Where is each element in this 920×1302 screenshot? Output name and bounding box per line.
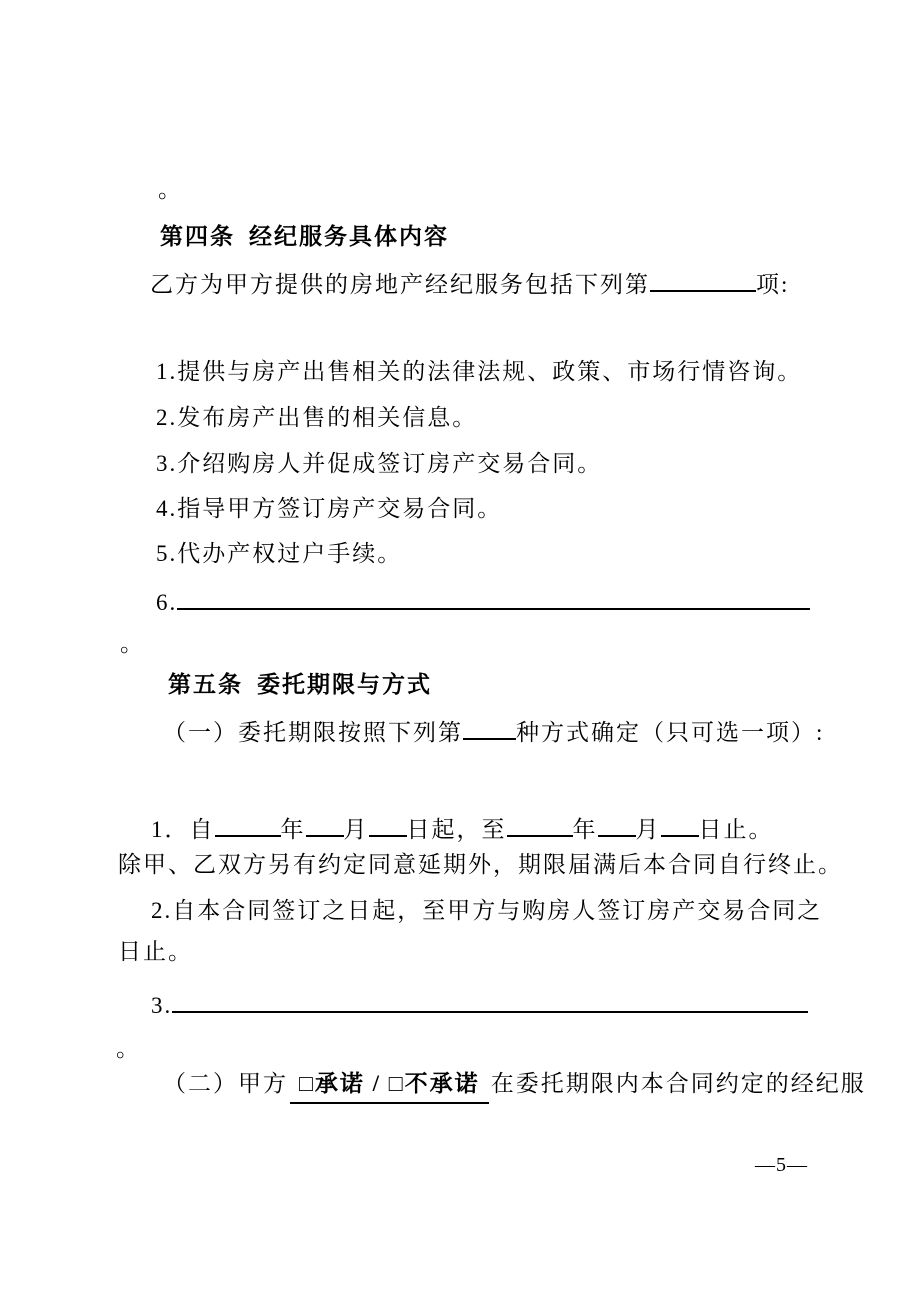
clause2-line [163,1068,866,1104]
end-year-blank [507,809,573,837]
article4-heading-num: 第四条 [160,224,235,249]
option3-number: 3. [151,993,173,1018]
option3-line [151,985,808,1022]
stray-period-bottom: 。 [116,1036,141,1061]
stray-period-top: 。 [158,177,183,202]
intro-text-after: 项: [756,272,790,297]
article4-heading-title: 经纪服务具体内容 [249,224,449,249]
start-month-blank [306,809,344,837]
option1-seg-year2: 年 [572,817,598,842]
clause1-blank-line [463,712,516,740]
clause1-line [163,712,824,749]
option1-seg-month1: 月 [343,817,369,842]
option1-seg-prefix: 1．自 [151,817,215,842]
end-month-blank [598,809,636,837]
article5-heading [168,669,432,701]
option1-seg-suffix: 日止。 [698,817,774,842]
option2-line2: 日止。 [118,939,193,964]
service-item-3: 3.介绍购房人并促成签订房产交易合同。 [156,451,603,476]
stray-period-mid: 。 [120,631,145,656]
article4-intro [150,264,789,301]
option2-line1: 2.自本合同签订之日起，至甲方与购房人签订房产交易合同之 [151,898,823,923]
start-year-blank [215,809,281,837]
option1-seg-mid: 日起，至 [406,817,507,842]
clause2-text-after: 在委托期限内本合同约定的经纪服 [490,1071,866,1096]
intro-blank-line [650,264,756,292]
promise-checkbox-choice: □承诺 / □不承诺 [290,1068,489,1104]
option1-wrap-line: 除甲、乙双方另有约定同意延期外，期限届满后本合同自行终止。 [118,852,843,877]
option1-date-line [151,809,774,846]
article4-heading [160,221,449,253]
option3-blank-line [172,985,808,1013]
service-item-5: 5.代办产权过户手续。 [156,541,403,566]
article5-heading-title: 委托期限与方式 [257,672,432,697]
option1-seg-month2: 月 [635,817,661,842]
clause1-text-before: （一）委托期限按照下列第 [163,720,463,745]
service-item-1: 1.提供与房产出售相关的法律法规、政策、市场行情咨询。 [156,359,803,384]
end-day-blank [661,809,699,837]
service-item-6 [156,582,810,619]
page-number: —5— [755,1154,808,1176]
article5-heading-num: 第五条 [168,672,243,697]
clause1-text-after: 种方式确定（只可选一项）: [516,720,825,745]
clause2-text-before: （二）甲方 [163,1071,288,1096]
option1-seg-year1: 年 [280,817,306,842]
item6-number: 6. [156,590,178,615]
service-item-4: 4.指导甲方签订房产交易合同。 [156,496,503,521]
item6-blank-line [177,582,810,610]
start-day-blank [369,809,407,837]
service-item-2: 2.发布房产出售的相关信息。 [156,405,478,430]
intro-text-before: 乙方为甲方提供的房地产经纪服务包括下列第 [150,272,650,297]
